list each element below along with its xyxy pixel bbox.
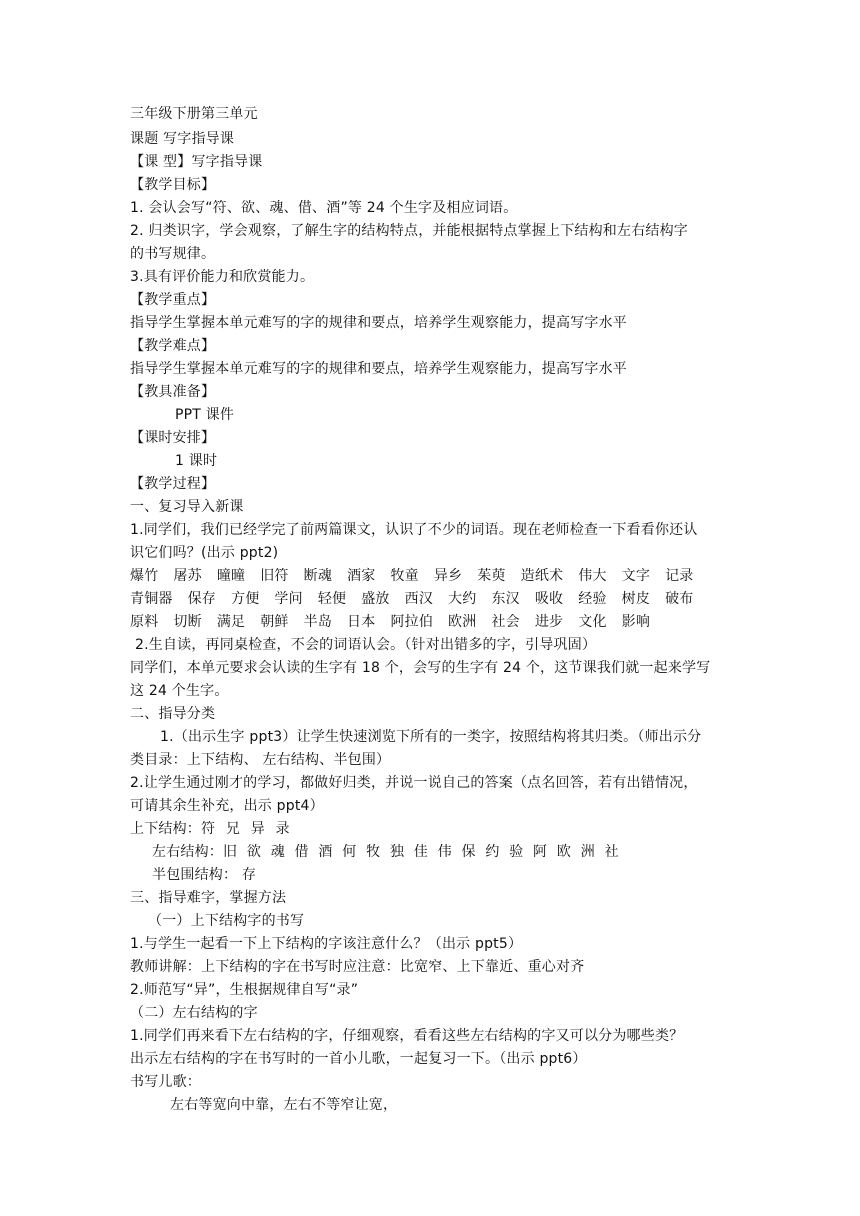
goal-2-line-1: 2. 归类识字，学会观察，了解生字的结构特点，并能根据特点掌握上下结构和左右结构字 <box>130 223 689 239</box>
word: 阿拉伯 <box>390 614 434 630</box>
word: 异乡 <box>433 568 463 584</box>
word: 朝鲜 <box>260 614 289 630</box>
word: 轻便 <box>317 591 347 607</box>
word: 文化 <box>578 614 607 630</box>
word: 满足 <box>216 614 246 630</box>
word: 爆竹 <box>130 568 159 584</box>
word: 大约 <box>448 591 477 607</box>
word: 断魂 <box>303 568 333 584</box>
classify-step-1-line-1: 1.（出示生字 ppt3）让学生快速浏览下所有的一类字，按照结构将其归类。（师出示分 <box>160 729 702 745</box>
subsection-1-heading: （一）上下结构字的书写 <box>148 913 305 929</box>
section-heading-difficulties: 【教学难点】 <box>130 338 216 354</box>
goal-1: 1. 会认会写“符、欲、魂、借、酒”等 24 个生字及相应词语。 <box>130 200 518 216</box>
subsection-1-step-2: 2.师范写“异”，生根据规律自写“录” <box>130 982 359 998</box>
word: 旧符 <box>260 568 289 584</box>
goal-3: 3.具有评价能力和欣赏能力。 <box>130 269 315 285</box>
word: 盛放 <box>361 591 390 607</box>
half-enclosure-structure-chars: 半包围结构： 存 <box>152 867 257 883</box>
word: 欧洲 <box>448 614 477 630</box>
word: 日本 <box>347 614 376 630</box>
word: 进步 <box>534 614 564 630</box>
word: 破布 <box>665 591 694 607</box>
word-list-row-2 <box>130 589 693 609</box>
subsection-2-step-1: 1.同学们再来看下左右结构的字，仔细观察，看看这些左右结构的字又可以分为哪些类？ <box>130 1028 684 1044</box>
word: 屠苏 <box>173 568 202 584</box>
teacher-explanation: 教师讲解：上下结构的字在书写时应注意：比宽窄、上下靠近、重心对齐 <box>130 959 585 975</box>
section-heading-key-points: 【教学重点】 <box>130 292 216 308</box>
word: 社会 <box>491 614 520 630</box>
song-intro: 出示左右结构的字在书写时的一首小儿歌，一起复习一下。（出示 ppt6） <box>130 1051 587 1067</box>
section-heading-process: 【教学过程】 <box>130 476 216 492</box>
classify-step-1-line-2: 类目录：上下结构、 左右结构、半包围） <box>130 752 391 768</box>
difficulties-text: 指导学生掌握本单元难写的字的规律和要点，培养学生观察能力，提高写字水平 <box>130 361 627 377</box>
section-heading-materials: 【教具准备】 <box>130 384 216 400</box>
word: 记录 <box>665 568 694 584</box>
goal-2-line-2: 的书写规律。 <box>130 246 216 262</box>
word-list-row-1 <box>130 566 693 586</box>
section-heading-schedule: 【课时安排】 <box>130 430 216 446</box>
word: 曈曈 <box>216 568 246 584</box>
unit-intro-line-2: 这 24 个生字。 <box>130 683 229 699</box>
word: 经验 <box>578 591 607 607</box>
review-line-1: 1.同学们，我们已经学完了前两篇课文，认识了不少的词语。现在老师检查一下看看你还认 <box>130 522 698 538</box>
word: 伟大 <box>578 568 607 584</box>
word: 青铜器 <box>130 591 173 607</box>
part-3-heading: 三、指导难字，掌握方法 <box>130 890 287 906</box>
word: 原料 <box>130 614 159 630</box>
song-label: 书写儿歌： <box>130 1074 201 1090</box>
word-list-row-3 <box>130 612 650 632</box>
section-heading-goals: 【教学目标】 <box>130 177 216 193</box>
self-read-instruction: 2.生自读，再同桌检查，不会的词语认会。（针对出错多的字，引导巩固） <box>135 637 597 653</box>
word: 文字 <box>621 568 651 584</box>
lesson-title: 课题 写字指导课 <box>130 131 235 147</box>
word: 西汉 <box>404 591 434 607</box>
part-2-heading: 二、指导分类 <box>130 706 216 722</box>
subsection-1-step-1: 1.与学生一起看一下上下结构的字该注意什么？（出示 ppt5） <box>130 936 523 952</box>
schedule-text: 1 课时 <box>175 453 218 469</box>
word: 切断 <box>173 614 202 630</box>
word: 半岛 <box>303 614 333 630</box>
materials-text: PPT 课件 <box>175 407 235 423</box>
top-bottom-structure-chars: 上下结构：符 兄 异 录 <box>130 821 290 837</box>
key-points-text: 指导学生掌握本单元难写的字的规律和要点，培养学生观察能力，提高写字水平 <box>130 315 627 331</box>
song-line-1: 左右等宽向中靠，左右不等窄让宽， <box>170 1097 398 1113</box>
word: 方便 <box>231 591 260 607</box>
word: 牧童 <box>390 568 419 584</box>
word: 树皮 <box>621 591 651 607</box>
lesson-type: 【课 型】写字指导课 <box>130 154 263 170</box>
word: 酒家 <box>347 568 376 584</box>
grade-unit-heading: 三年级下册第三单元 <box>130 106 258 122</box>
word: 吸收 <box>534 591 564 607</box>
review-line-2: 识它们吗？(出示 ppt2) <box>130 545 279 561</box>
word: 学问 <box>274 591 303 607</box>
word: 茱萸 <box>477 568 506 584</box>
left-right-structure-chars: 左右结构：旧 欲 魂 借 酒 何 牧 独 佳 伟 保 约 验 阿 欧 洲 社 <box>152 844 619 860</box>
unit-intro-line-1: 同学们，本单元要求会认读的生字有 18 个，会写的生字有 24 个，这节课我们就一起来学写 <box>130 660 711 676</box>
part-1-heading: 一、复习导入新课 <box>130 499 244 515</box>
classify-step-2-line-2: 可请其余生补充，出示 ppt4） <box>130 798 324 814</box>
word: 影响 <box>621 614 651 630</box>
word: 保存 <box>187 591 217 607</box>
classify-step-2-line-1: 2.让学生通过刚才的学习，都做好归类，并说一说自己的答案（点名回答，若有出错情况， <box>130 775 698 791</box>
word: 东汉 <box>491 591 520 607</box>
word: 造纸术 <box>520 568 564 584</box>
subsection-2-heading: （二）左右结构的字 <box>130 1005 258 1021</box>
